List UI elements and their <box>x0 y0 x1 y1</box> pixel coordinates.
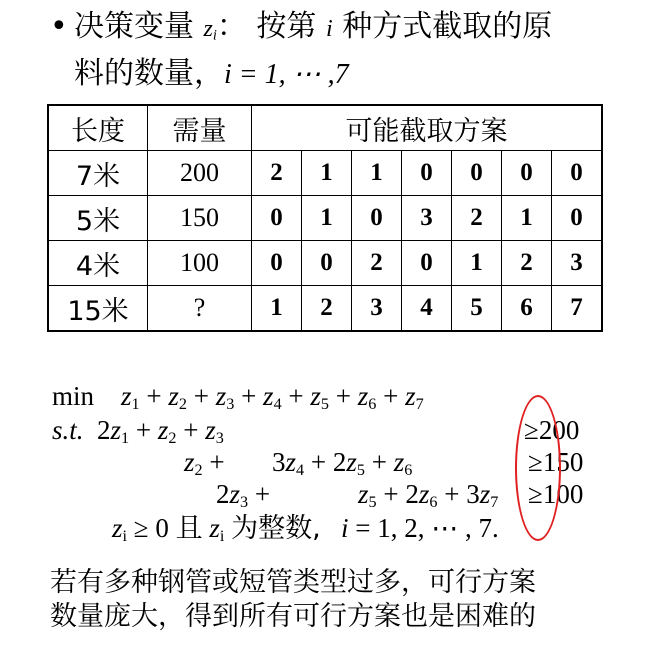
pattern-cell: 6 <box>502 286 552 332</box>
table-row <box>48 241 602 286</box>
pattern-cell: 2 <box>352 241 402 286</box>
length-cell: 7米 <box>48 151 148 196</box>
pattern-cell: 0 <box>452 151 502 196</box>
demand-cell: 200 <box>148 151 252 196</box>
highlight-ellipse <box>515 395 561 541</box>
index-range: i = 1, ⋯ ,7 <box>224 58 349 90</box>
table-row <box>48 151 602 196</box>
constraint-2-lhs: $z_2$ + <box>184 447 225 480</box>
pattern-cell: 1 <box>352 151 402 196</box>
bullet-line-1 <box>50 8 650 55</box>
pattern-cell: 0 <box>402 151 452 196</box>
table-row <box>48 196 602 241</box>
table-header-row <box>48 105 602 151</box>
pattern-cell: 1 <box>302 196 352 241</box>
pattern-cell: 0 <box>352 196 402 241</box>
pattern-cell: 0 <box>302 241 352 286</box>
pattern-cell: 1 <box>252 286 302 332</box>
bullet-section <box>50 8 650 94</box>
var-i: i <box>325 16 333 42</box>
pattern-cell: 1 <box>502 196 552 241</box>
pattern-cell: 2 <box>302 286 352 332</box>
demand-cell: 150 <box>148 196 252 241</box>
pattern-cell: 1 <box>452 241 502 286</box>
length-cell: 5米 <box>48 196 148 241</box>
pattern-cell: 7 <box>552 286 603 332</box>
demand-cell: ? <box>148 286 252 332</box>
pattern-cell: 0 <box>552 196 603 241</box>
nonneg-line: $z_i \ge 0$ 且 $z_i$ 为整数, i = 1, 2, ⋯ , 7. <box>112 513 499 546</box>
bullet-dot: • <box>50 9 68 44</box>
conclusion-line-2: 数量庞大，得到所有可行方案也是困难的 <box>50 601 536 632</box>
pattern-cell: 4 <box>402 286 452 332</box>
var-z: $z_i$ <box>203 16 217 44</box>
header-length: 长度 <box>48 105 148 151</box>
pattern-cell: 2 <box>502 241 552 286</box>
constraint-2-rhs: ≥150 <box>528 447 584 477</box>
objective-expr: $z_1 + z_2 + z_3 + z_4 + z_5 + z_6 + z_7$ <box>121 381 424 414</box>
constraint-3-lhs: $2z_3$ + <box>216 479 271 512</box>
pattern-cell: 5 <box>452 286 502 332</box>
pattern-cell: 0 <box>402 241 452 286</box>
pattern-cell: 0 <box>252 196 302 241</box>
conclusion <box>50 566 650 634</box>
demand-cell: 100 <box>148 241 252 286</box>
pattern-cell: 0 <box>502 151 552 196</box>
cutting-table <box>47 104 603 332</box>
pattern-cell: 2 <box>252 151 302 196</box>
constraint-2-rhs-expr: $3z_4 + 2z_5 + z_6$ <box>272 447 413 480</box>
pattern-cell: 3 <box>552 241 603 286</box>
constraint-3-expr: $z_5 + 2z_6 + 3z_7$ <box>358 479 499 512</box>
pattern-cell: 0 <box>252 241 302 286</box>
pattern-cell: 0 <box>552 151 603 196</box>
bullet-line-2 <box>50 55 650 94</box>
constraint-3-rhs: ≥100 <box>528 479 584 509</box>
pattern-cell: 1 <box>302 151 352 196</box>
table-row <box>48 286 602 332</box>
bullet-text-post: 种方式截取的原 <box>342 9 553 44</box>
integer-word: 为整数, <box>231 513 321 544</box>
conclusion-line-1: 若有多种钢管或短管类型过多，可行方案 <box>50 567 536 598</box>
st-label: s.t. <box>52 415 84 445</box>
pattern-cell: 3 <box>402 196 452 241</box>
bullet-text-pre: 决策变量 <box>74 9 194 44</box>
pattern-cell: 2 <box>452 196 502 241</box>
pattern-cell: 3 <box>352 286 402 332</box>
bullet-text-line2: 料的数量， <box>74 55 224 91</box>
min-label: min <box>52 381 95 411</box>
header-demand: 需量 <box>148 105 252 151</box>
length-cell: 15米 <box>48 286 148 332</box>
constraint-1-rhs: ≥200 <box>524 415 580 445</box>
and-word: 且 <box>175 513 203 544</box>
table-body <box>48 151 602 332</box>
length-cell: 4米 <box>48 241 148 286</box>
header-patterns: 可能截取方案 <box>252 105 603 151</box>
bullet-text-mid: ： 按第 <box>216 9 317 44</box>
constraint-1-lhs: s.t. $2z_1 + z_2 + z_3$ <box>52 415 224 448</box>
